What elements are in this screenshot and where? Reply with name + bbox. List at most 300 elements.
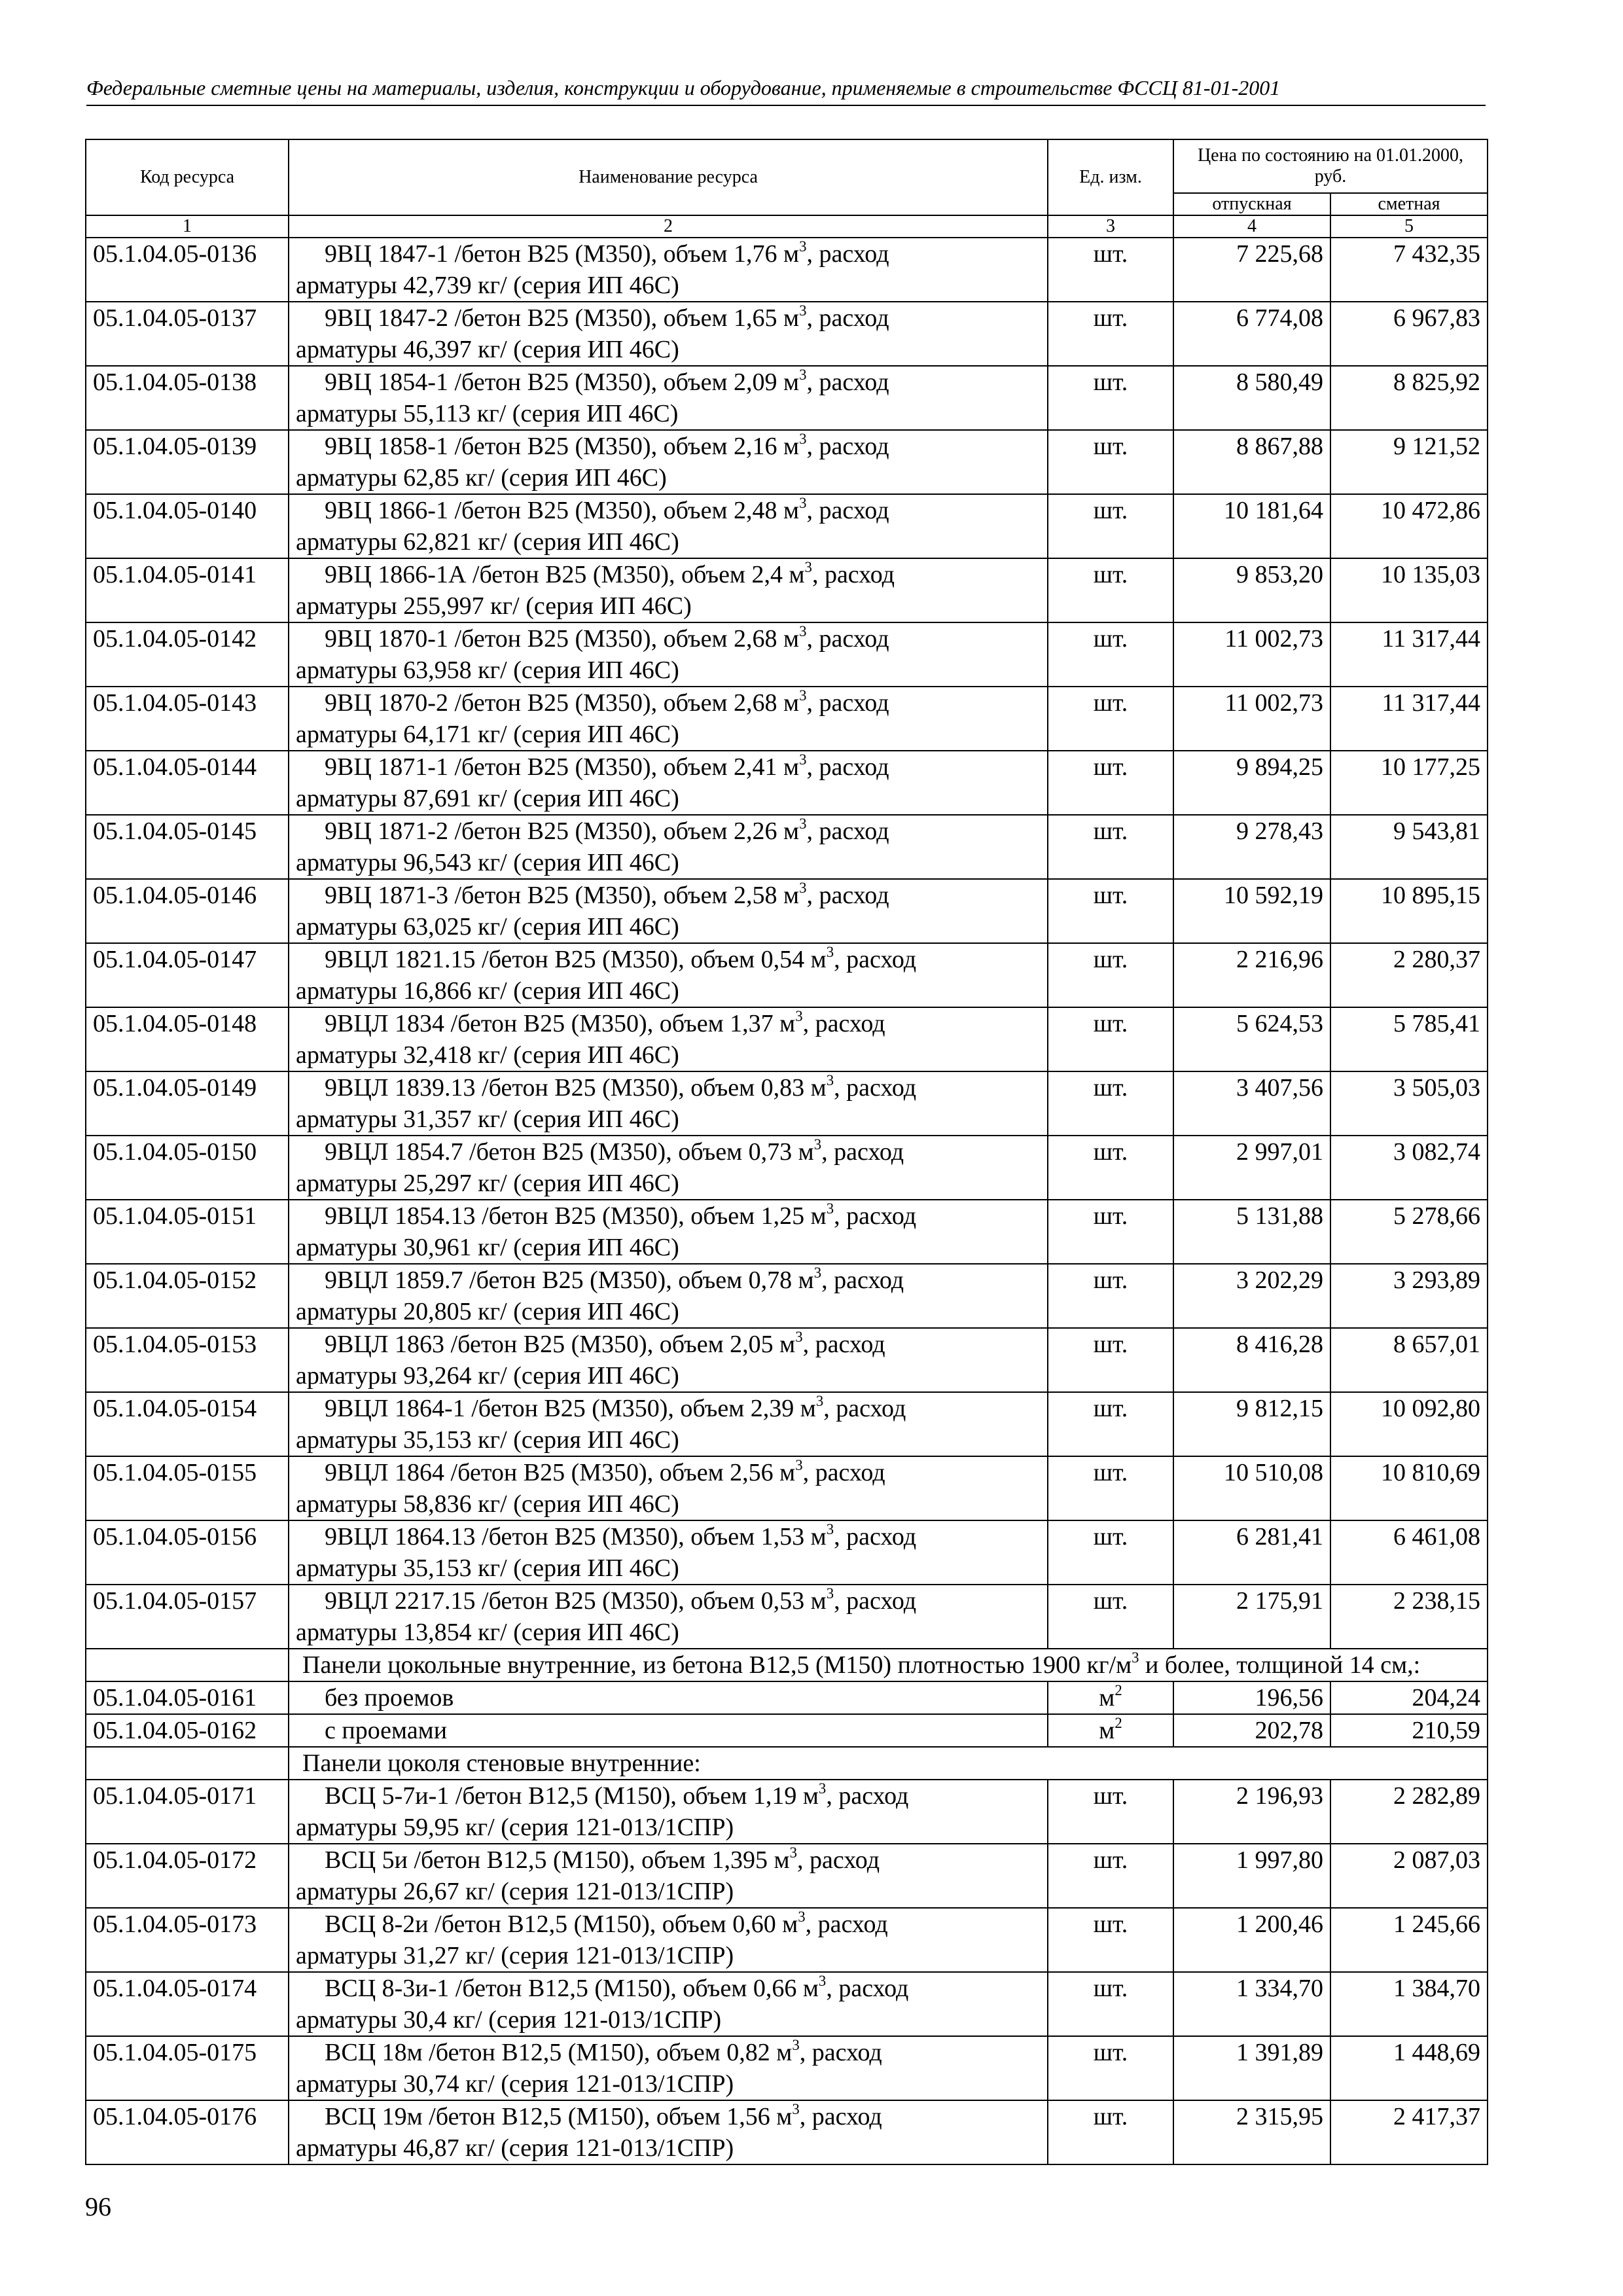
table-row [86,430,1488,494]
superscript: 3 [799,431,807,448]
resource-name-text: , расход [806,497,889,524]
table-row [86,687,1488,751]
resource-name-text: , расход [806,817,889,845]
superscript: 3 [813,1265,822,1282]
resource-name [289,1007,1048,1071]
table-row [86,1456,1488,1520]
unit-of-measure [1048,2036,1173,2100]
resource-name-text: ВСЦ 8-3и-1 /бетон В12,5 (М150), объем 0,66 м [325,1975,819,2002]
resource-name [289,1520,1048,1585]
estimate-price: 8 657,01 [1330,1328,1488,1392]
column-number: 5 [1330,215,1488,238]
resource-name-text: , расход [802,1459,885,1486]
resource-name-line: арматуры 55,113 кг/ (серия ИП 46С) [296,400,679,427]
superscript: 3 [804,559,812,576]
release-price: 6 281,41 [1173,1520,1330,1585]
superscript: 3 [818,1973,827,1990]
resource-code: 05.1.04.05-0144 [86,751,289,815]
resource-name [289,1456,1048,1520]
resource-name-line: арматуры 63,025 кг/ (серия ИП 46С) [296,913,679,941]
column-header-code: Код ресурса [86,139,289,215]
unit-text: шт. [1093,561,1128,588]
resource-name-line [296,1008,1041,1039]
column-number-row [86,215,1488,238]
resource-code: 05.1.04.05-0151 [86,1200,289,1264]
superscript: 3 [795,1329,803,1346]
resource-code: 05.1.04.05-0140 [86,494,289,558]
resource-name-line: арматуры 13,854 кг/ (серия ИП 46С) [296,1619,679,1646]
unit-text: шт. [1093,1266,1128,1294]
release-price: 3 202,29 [1173,1264,1330,1328]
resource-name-line [296,816,1041,847]
unit-of-measure [1048,1681,1173,1714]
resource-name [289,1328,1048,1392]
table-row [86,1136,1488,1200]
table-row [86,1264,1488,1328]
unit-of-measure [1048,1071,1173,1136]
superscript: 3 [799,623,807,640]
unit-of-measure [1048,1844,1173,1908]
resource-name-line [296,1973,1041,2004]
table-row [86,2036,1488,2100]
resource-code: 05.1.04.05-0149 [86,1071,289,1136]
unit-text: шт. [1093,689,1128,717]
resource-name [289,943,1048,1007]
resource-code: 05.1.04.05-0142 [86,622,289,687]
column-header-release-price: отпускная [1173,193,1330,215]
resource-name-line [296,1136,1041,1168]
resource-name-text: 9ВЦ 1866-1 /бетон В25 (М350), объем 2,48 м [325,497,800,524]
resource-name-line [296,623,1041,655]
resource-name-line: арматуры 20,805 кг/ (серия ИП 46С) [296,1298,679,1325]
resource-name [289,366,1048,430]
superscript: 3 [799,238,807,255]
release-price: 9 853,20 [1173,558,1330,622]
unit-text: шт. [1093,1202,1128,1230]
estimate-price: 3 293,89 [1330,1264,1488,1328]
estimate-price: 7 432,35 [1330,238,1488,302]
unit-of-measure [1048,2100,1173,2164]
resource-name [289,1392,1048,1456]
resource-name-line [296,1521,1041,1552]
resource-name-text: , расход [806,304,889,332]
estimate-price: 10 472,86 [1330,494,1488,558]
resource-code: 05.1.04.05-0153 [86,1328,289,1392]
resource-name-line: арматуры 31,27 кг/ (серия 121-013/1СПР) [296,1942,734,1969]
estimate-price: 204,24 [1330,1681,1488,1714]
resource-name-text: 9ВЦЛ 1864 /бетон В25 (М350), объем 2,56 м [325,1459,796,1486]
unit-text: шт. [1093,433,1128,460]
table-row [86,751,1488,815]
superscript: 3 [792,2101,800,2118]
estimate-price: 6 967,83 [1330,302,1488,366]
superscript: 3 [789,1844,798,1861]
resource-name-text: , расход [834,946,917,973]
resource-name [289,815,1048,879]
resource-name-text: , расход [806,433,889,460]
table-row [86,1392,1488,1456]
resource-name-text: , расход [821,1138,904,1166]
resource-name-line: арматуры 87,691 кг/ (серия ИП 46С) [296,785,679,812]
column-number: 2 [289,215,1048,238]
resource-name-text: , расход [834,1587,917,1615]
resource-name [289,1844,1048,1908]
table-row [86,815,1488,879]
resource-name-text: 9ВЦЛ 2217.15 /бетон В25 (М350), объем 0,53 м [325,1587,827,1615]
unit-of-measure [1048,687,1173,751]
resource-code: 05.1.04.05-0171 [86,1780,289,1844]
resource-name-line: арматуры 62,85 кг/ (серия ИП 46С) [296,464,667,492]
resource-name-text: , расход [806,689,889,717]
resource-name [289,687,1048,751]
resource-code: 05.1.04.05-0150 [86,1136,289,1200]
resource-name-text: 9ВЦ 1858-1 /бетон В25 (М350), объем 2,16 м [325,433,800,460]
resource-code: 05.1.04.05-0176 [86,2100,289,2164]
resource-name-text: 9ВЦЛ 1854.13 /бетон В25 (М350), объем 1,25 м [325,1202,827,1230]
resource-name [289,1972,1048,2036]
resource-name [289,1585,1048,1649]
resource-name-line: арматуры 255,997 кг/ (серия ИП 46С) [296,592,692,620]
resource-name-text: , расход [806,625,889,653]
release-price: 6 774,08 [1173,302,1330,366]
unit-text: м [1099,1684,1115,1712]
unit-of-measure [1048,1007,1173,1071]
resource-name-text: , расход [806,882,889,909]
unit-of-measure [1048,1780,1173,1844]
resource-name-text: , расход [834,1202,917,1230]
resource-name-text: ВСЦ 8-2и /бетон В12,5 (М150), объем 0,60 м [325,1910,798,1938]
resource-name-text: , расход [806,240,889,268]
superscript: 3 [826,944,834,961]
resource-name-line: арматуры 63,958 кг/ (серия ИП 46С) [296,656,679,684]
unit-text: шт. [1093,1587,1128,1615]
resource-code: 05.1.04.05-0157 [86,1585,289,1649]
resource-name-text: 9ВЦЛ 1859.7 /бетон В25 (М350), объем 0,78 м [325,1266,814,1294]
resource-name-text: , расход [821,1266,904,1294]
release-price: 11 002,73 [1173,622,1330,687]
resource-name [289,1714,1048,1747]
release-price: 1 200,46 [1173,1908,1330,1972]
table-row [86,1585,1488,1649]
unit-of-measure [1048,430,1173,494]
superscript: 3 [818,1780,827,1797]
resource-name-text: 9ВЦ 1847-2 /бетон В25 (М350), объем 1,65 м [325,304,800,332]
table-row [86,1681,1488,1714]
resource-code: 05.1.04.05-0161 [86,1681,289,1714]
resource-name-line: арматуры 96,543 кг/ (серия ИП 46С) [296,849,679,876]
resource-name [289,430,1048,494]
resource-code: 05.1.04.05-0162 [86,1714,289,1747]
resource-code: 05.1.04.05-0136 [86,238,289,302]
resource-name-line [296,1844,1041,1876]
resource-name-line [296,367,1041,398]
unit-of-measure [1048,494,1173,558]
column-number: 4 [1173,215,1330,238]
superscript: 3 [798,1909,806,1926]
resource-name-text: , расход [797,1846,880,1874]
resource-name-text: ВСЦ 19м /бетон В12,5 (М150), объем 1,56 м [325,2103,793,2130]
resource-name-text: 9ВЦ 1871-3 /бетон В25 (М350), объем 2,58 м [325,882,800,909]
release-price: 2 315,95 [1173,2100,1330,2164]
resource-name-line: арматуры 26,67 кг/ (серия 121-013/1СПР) [296,1878,734,1905]
price-table [85,139,1488,2165]
resource-name-line [296,1393,1041,1424]
resource-code: 05.1.04.05-0172 [86,1844,289,1908]
table-row [86,1520,1488,1585]
resource-name-text: 9ВЦЛ 1834 /бетон В25 (М350), объем 1,37 м [325,1010,796,1037]
resource-name-line [296,238,1041,270]
resource-code: 05.1.04.05-0138 [86,366,289,430]
resource-name [289,1681,1048,1714]
estimate-price: 10 177,25 [1330,751,1488,815]
resource-name [289,302,1048,366]
resource-code: 05.1.04.05-0137 [86,302,289,366]
table-row [86,2100,1488,2164]
resource-name-line [296,1780,1041,1812]
release-price: 9 278,43 [1173,815,1330,879]
unit-text: шт. [1093,1782,1128,1810]
estimate-price: 2 282,89 [1330,1780,1488,1844]
resource-name-text: 9ВЦЛ 1854.7 /бетон В25 (М350), объем 0,73 м [325,1138,814,1166]
table-row [86,1200,1488,1264]
resource-name-line: арматуры 35,153 кг/ (серия ИП 46С) [296,1426,679,1454]
resource-name-text: , расход [812,561,895,588]
superscript: 3 [826,1521,834,1538]
resource-name [289,1071,1048,1136]
superscript: 3 [795,1457,803,1474]
superscript: 3 [799,367,807,384]
resource-name-text: ВСЦ 5-7и-1 /бетон В12,5 (М150), объем 1,19 м [325,1782,819,1810]
resource-name-line [296,2101,1041,2132]
unit-text: шт. [1093,1523,1128,1551]
unit-of-measure [1048,622,1173,687]
table-row [86,622,1488,687]
resource-name-text: 9ВЦЛ 1863 /бетон В25 (М350), объем 2,05 м [325,1331,796,1358]
unit-of-measure [1048,1520,1173,1585]
unit-of-measure [1048,1136,1173,1200]
estimate-price: 10 135,03 [1330,558,1488,622]
table-row [86,1007,1488,1071]
column-header-unit: Ед. изм. [1048,139,1173,215]
resource-name-text: 9ВЦ 1866-1А /бетон В25 (М350), объем 2,4 м [325,561,805,588]
estimate-price: 3 082,74 [1330,1136,1488,1200]
resource-name-text: , расход [802,1331,885,1358]
unit-of-measure [1048,751,1173,815]
resource-code: 05.1.04.05-0148 [86,1007,289,1071]
table-row [86,943,1488,1007]
unit-text: шт. [1093,1910,1128,1938]
table-row [86,1844,1488,1908]
resource-name [289,1908,1048,1972]
unit-of-measure [1048,879,1173,943]
unit-of-measure [1048,1714,1173,1747]
unit-of-measure [1048,1908,1173,1972]
unit-text: шт. [1093,1395,1128,1422]
resource-name-text: , расход [826,1782,909,1810]
resource-name-line [296,1072,1041,1103]
table-row [86,879,1488,943]
unit-of-measure [1048,1585,1173,1649]
release-price: 5 624,53 [1173,1007,1330,1071]
unit-of-measure [1048,1456,1173,1520]
resource-name-text: 9ВЦ 1870-2 /бетон В25 (М350), объем 2,68 м [325,689,800,717]
resource-name [289,622,1048,687]
table-row [86,238,1488,302]
unit-text: шт. [1093,368,1128,396]
resource-name-line: арматуры 25,297 кг/ (серия ИП 46С) [296,1170,679,1197]
unit-text: шт. [1093,1459,1128,1486]
superscript: 3 [799,880,807,897]
resource-name-text: 9ВЦ 1847-1 /бетон В25 (М350), объем 1,76 м [325,240,800,268]
resource-code: 05.1.04.05-0146 [86,879,289,943]
estimate-price: 210,59 [1330,1714,1488,1747]
release-price: 2 997,01 [1173,1136,1330,1200]
resource-name [289,558,1048,622]
resource-code: 05.1.04.05-0152 [86,1264,289,1328]
resource-name-line: арматуры 62,821 кг/ (серия ИП 46С) [296,528,679,556]
superscript: 3 [799,816,807,833]
unit-text: шт. [1093,946,1128,973]
release-price: 2 175,91 [1173,1585,1330,1649]
release-price: 2 216,96 [1173,943,1330,1007]
estimate-price: 1 245,66 [1330,1908,1488,1972]
resource-name-text: 9ВЦЛ 1839.13 /бетон В25 (М350), объем 0,83 м [325,1074,827,1102]
unit-of-measure [1048,1392,1173,1456]
resource-name-text: , расход [834,1523,917,1551]
table-row [86,366,1488,430]
release-price: 10 510,08 [1173,1456,1330,1520]
resource-name-line [296,559,1041,590]
resource-name-text: 9ВЦЛ 1864.13 /бетон В25 (М350), объем 1,53 м [325,1523,827,1551]
table-row [86,1972,1488,2036]
resource-code: 05.1.04.05-0173 [86,1908,289,1972]
resource-name-text: , расход [799,2039,882,2066]
resource-code: 05.1.04.05-0156 [86,1520,289,1585]
unit-text: шт. [1093,1138,1128,1166]
section-row [86,1747,1488,1780]
release-price: 202,78 [1173,1714,1330,1747]
superscript: 3 [799,687,807,704]
resource-name-text: , расход [805,1910,888,1938]
resource-name [289,1136,1048,1200]
estimate-price: 1 384,70 [1330,1972,1488,2036]
superscript: 3 [799,302,807,319]
superscript: 2 [1115,1715,1122,1732]
unit-text: шт. [1093,1846,1128,1874]
release-price: 8 867,88 [1173,430,1330,494]
estimate-price: 9 121,52 [1330,430,1488,494]
unit-text: шт. [1093,2039,1128,2066]
estimate-price: 2 087,03 [1330,1844,1488,1908]
unit-of-measure [1048,815,1173,879]
resource-name-line [296,1329,1041,1360]
unit-text: шт. [1093,1331,1128,1358]
column-header-name: Наименование ресурса [289,139,1048,215]
estimate-price: 10 810,69 [1330,1456,1488,1520]
resource-name [289,751,1048,815]
resource-name-line [296,1585,1041,1617]
resource-name-text: 9ВЦЛ 1864-1 /бетон В25 (М350), объем 2,39 м [325,1395,816,1422]
unit-text: шт. [1093,753,1128,781]
resource-name-text: , расход [799,2103,882,2130]
resource-code: 05.1.04.05-0154 [86,1392,289,1456]
price-table-body [86,215,1488,2164]
release-price: 9 894,25 [1173,751,1330,815]
resource-name-line: арматуры 32,418 кг/ (серия ИП 46С) [296,1041,679,1069]
resource-name-line: арматуры 93,264 кг/ (серия ИП 46С) [296,1362,679,1390]
unit-text: шт. [1093,1010,1128,1037]
superscript: 3 [826,1072,834,1089]
column-number: 3 [1048,215,1173,238]
resource-name [289,1200,1048,1264]
resource-code: 05.1.04.05-0143 [86,687,289,751]
release-price: 11 002,73 [1173,687,1330,751]
release-price: 1 334,70 [1173,1972,1330,2036]
resource-name-line: арматуры 42,739 кг/ (серия ИП 46С) [296,272,679,299]
resource-name-line [296,1909,1041,1940]
section-title: Панели цоколя стеновые внутренние: [289,1747,1488,1780]
unit-text: шт. [1093,2103,1128,2130]
resource-name-line: арматуры 35,153 кг/ (серия ИП 46С) [296,1554,679,1582]
superscript: 3 [815,1393,824,1410]
resource-code: 05.1.04.05-0139 [86,430,289,494]
unit-text: шт. [1093,817,1128,845]
resource-name-text: ВСЦ 5и /бетон В12,5 (М150), объем 1,395 м [325,1846,790,1874]
table-row [86,494,1488,558]
unit-text: шт. [1093,1074,1128,1102]
resource-name-line [296,431,1041,462]
resource-name-text: , расход [806,368,889,396]
resource-name-text: , расход [834,1074,917,1102]
column-header-price: Цена по состоянию на 01.01.2000, руб. [1173,139,1488,193]
resource-name-line [296,751,1041,783]
document-header: Федеральные сметные цены на материалы, изделия, конструкции и оборудование, применяемые в строительстве ФССЦ 81-01-2001 [86,73,1486,106]
unit-of-measure [1048,1972,1173,2036]
resource-name [289,879,1048,943]
release-price: 1 997,80 [1173,1844,1330,1908]
resource-name-text: , расход [823,1395,906,1422]
resource-name-line: арматуры 16,866 кг/ (серия ИП 46С) [296,977,679,1005]
page-number: 96 [85,2192,111,2221]
unit-text: шт. [1093,882,1128,909]
resource-name-text: ВСЦ 18м /бетон В12,5 (М150), объем 0,82 м [325,2039,793,2066]
unit-text: м [1099,1717,1115,1744]
resource-name-line [296,880,1041,911]
superscript: 2 [1115,1682,1122,1699]
estimate-price: 9 543,81 [1330,815,1488,879]
resource-name-line [296,687,1041,719]
table-row [86,1071,1488,1136]
estimate-price: 2 417,37 [1330,2100,1488,2164]
superscript: 3 [799,495,807,512]
unit-of-measure [1048,1328,1173,1392]
resource-name-line [296,2037,1041,2068]
resource-name [289,1780,1048,1844]
superscript: 3 [813,1136,822,1153]
estimate-price: 8 825,92 [1330,366,1488,430]
superscript: 3 [1132,1649,1139,1666]
resource-name-line: арматуры 59,95 кг/ (серия 121-013/1СПР) [296,1814,734,1841]
resource-name [289,2036,1048,2100]
table-row [86,1780,1488,1844]
resource-name-line [296,495,1041,526]
unit-of-measure [1048,238,1173,302]
resource-name-line: арматуры 58,836 кг/ (серия ИП 46С) [296,1490,679,1518]
release-price: 2 196,93 [1173,1780,1330,1844]
column-number: 1 [86,215,289,238]
resource-name [289,1264,1048,1328]
resource-name-line: арматуры 64,171 кг/ (серия ИП 46С) [296,721,679,748]
